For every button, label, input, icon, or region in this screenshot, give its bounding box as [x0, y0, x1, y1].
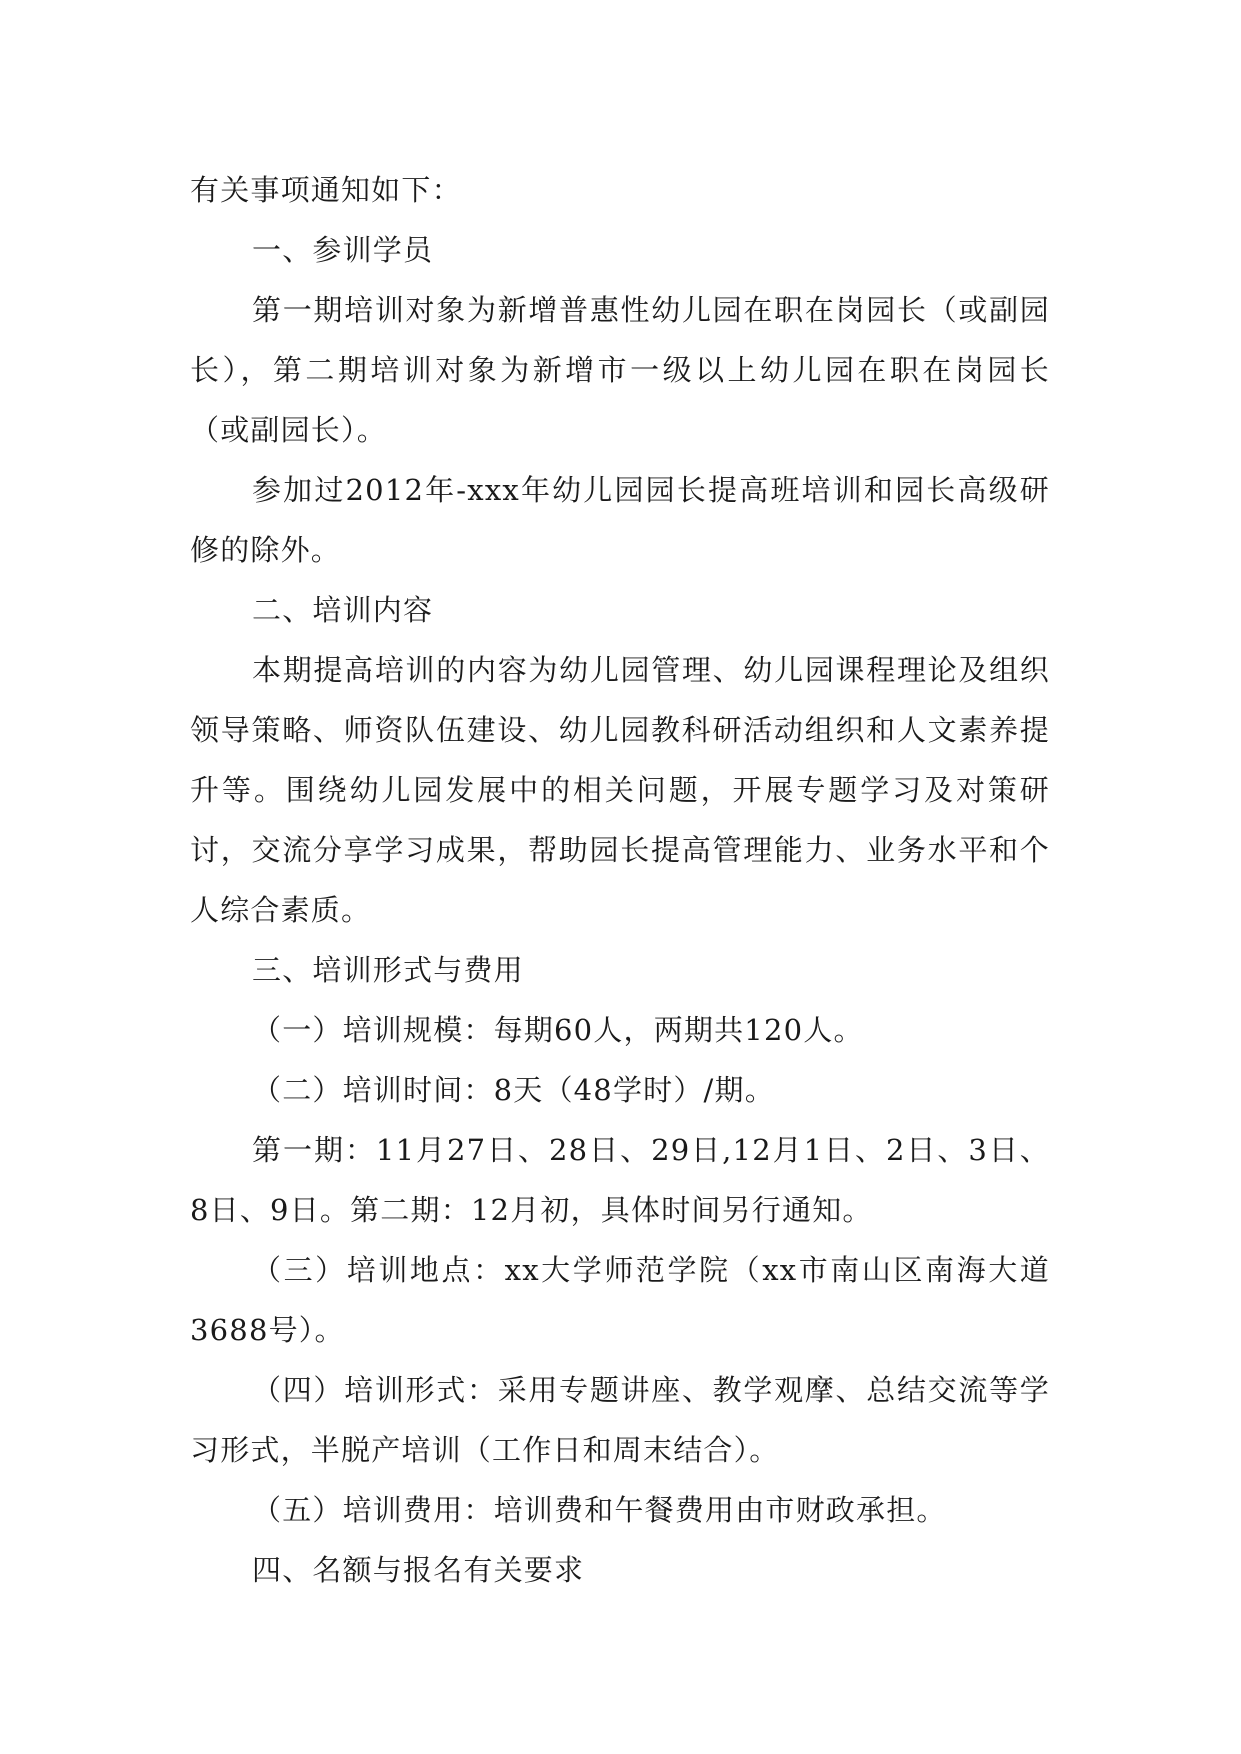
section-3-item-location: （三）培训地点：xx大学师范学院（xx市南山区南海大道3688号）。 — [190, 1253, 1050, 1347]
section-1-heading: 一、参训学员 — [252, 233, 434, 267]
section-3-item-scale: （一）培训规模：每期60人，两期共120人。 — [252, 1013, 864, 1047]
section-3-schedule-detail: 第一期：11月27日、28日、29日,12月1日、2日、3日、8日、9日。第二期：12月初，具体时间另行通知。 — [190, 1133, 1050, 1227]
intro-paragraph: 有关事项通知如下： — [190, 173, 462, 207]
section-2-heading: 二、培训内容 — [252, 593, 434, 627]
section-3-item-format: （四）培训形式：采用专题讲座、教学观摩、总结交流等学习形式，半脱产培训（工作日和周末结合）。 — [190, 1373, 1050, 1467]
section-2-paragraph-1: 本期提高培训的内容为幼儿园管理、幼儿园课程理论及组织领导策略、师资队伍建设、幼儿园教科研活动组织和人文素养提升等。围绕幼儿园发展中的相关问题，开展专题学习及对策研讨，交流分享学习成果，帮助园长提高管理能力、业务水平和个人综合素质。 — [190, 653, 1050, 927]
section-3-item-fees: （五）培训费用：培训费和午餐费用由市财政承担。 — [252, 1493, 947, 1527]
section-1-paragraph-2: 参加过2012年-xxx年幼儿园园长提高班培训和园长高级研修的除外。 — [190, 473, 1050, 567]
section-1-paragraph-1: 第一期培训对象为新增普惠性幼儿园在职在岗园长（或副园长），第二期培训对象为新增市一级以上幼儿园在职在岗园长（或副园长）。 — [190, 293, 1050, 447]
section-3-item-time: （二）培训时间：8天（48学时）/期。 — [252, 1073, 775, 1107]
section-4-heading: 四、名额与报名有关要求 — [252, 1553, 585, 1587]
document-body — [190, 160, 1050, 1600]
section-3-heading: 三、培训形式与费用 — [252, 953, 524, 987]
